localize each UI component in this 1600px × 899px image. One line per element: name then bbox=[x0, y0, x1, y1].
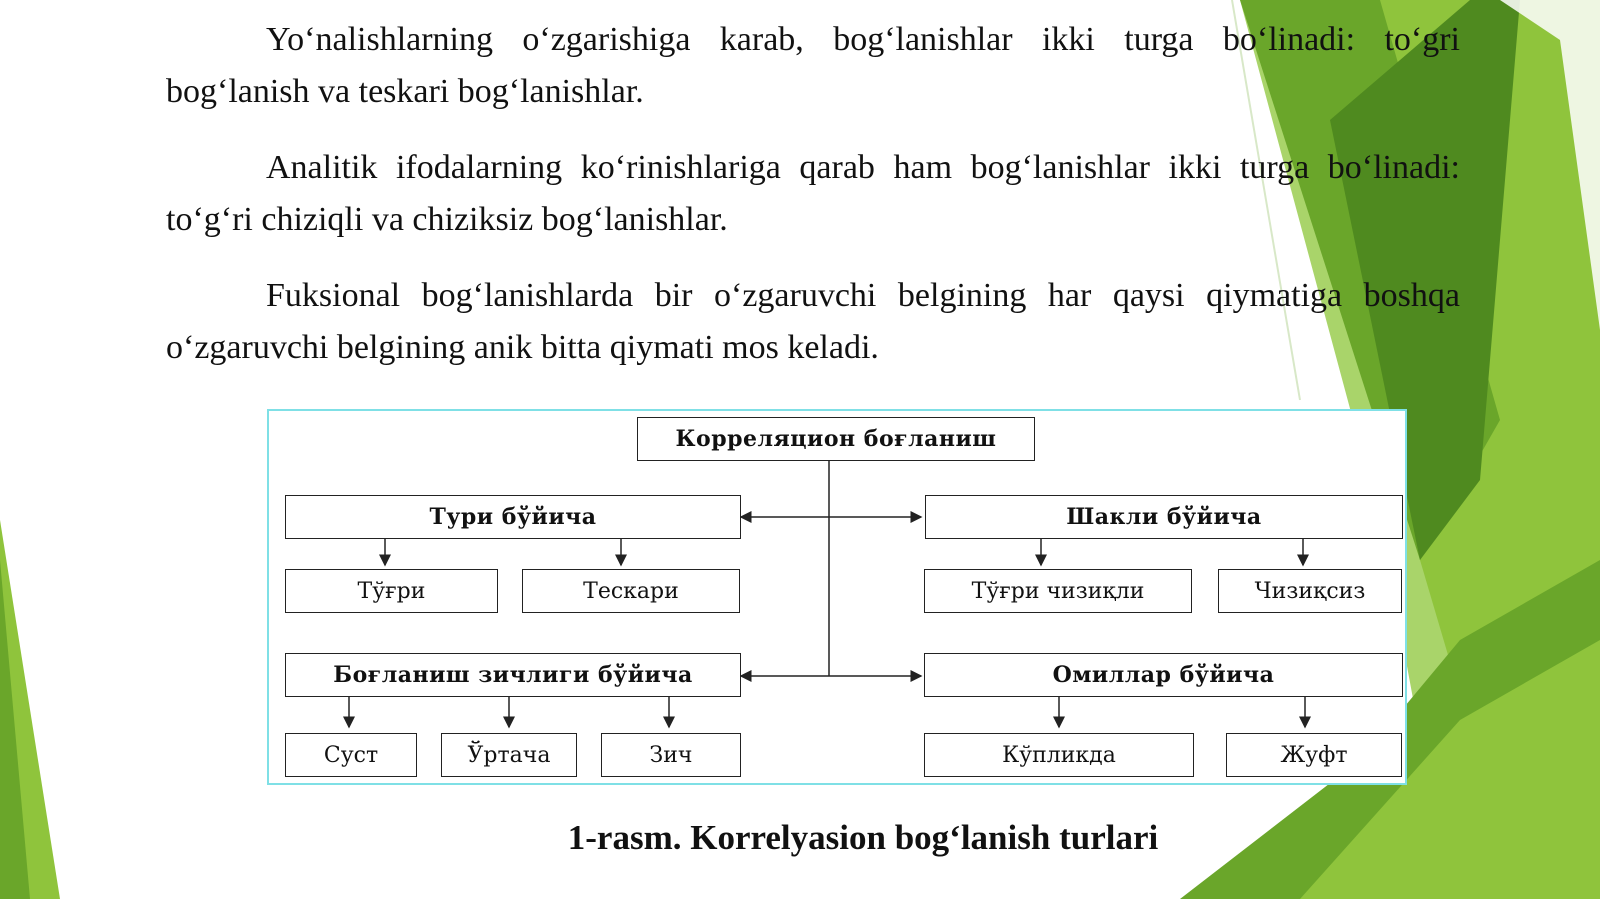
density-weak-box: Суст bbox=[285, 733, 417, 777]
correlation-diagram bbox=[267, 409, 1407, 785]
factors-pair-box: Жуфт bbox=[1226, 733, 1402, 777]
root-box: Корреляцион боғланиш bbox=[637, 417, 1035, 461]
by-form-box: Шакли бўйича bbox=[925, 495, 1403, 539]
paragraph-2: Analitik ifodalarning ko‘rinishlariga qarab ham bog‘lanishlar ikki turga bo‘linadi: to‘g‘ri chiziqli va chiziksiz bog‘lanishlar. bbox=[166, 149, 1460, 238]
form-nonlinear-box: Чизиқсиз bbox=[1218, 569, 1402, 613]
factors-multiple-box: Кўпликда bbox=[924, 733, 1194, 777]
by-density-box: Боғланиш зичлиги бўйича bbox=[285, 653, 741, 697]
slide-body bbox=[166, 14, 1460, 398]
density-medium-box: Ўртача bbox=[441, 733, 577, 777]
form-linear-box: Тўғри чизиқли bbox=[924, 569, 1192, 613]
density-strong-box: Зич bbox=[601, 733, 741, 777]
paragraph-3: Fuksional bog‘lanishlarda bir o‘zgaruvchi belgining har qaysi qiymatiga boshqa o‘zgaruvchi belgining anik bitta qiymati mos keladi. bbox=[166, 277, 1460, 366]
by-factors-box: Омиллар бўйича bbox=[924, 653, 1403, 697]
paragraph-1: Yo‘nalishlarning o‘zgarishiga karab, bog‘lanishlar ikki turga bo‘linadi: to‘gri bog‘lanish va teskari bog‘lanishlar. bbox=[166, 21, 1460, 110]
type-inverse-box: Тескари bbox=[522, 569, 740, 613]
type-direct-box: Тўғри bbox=[285, 569, 498, 613]
by-type-box: Тури бўйича bbox=[285, 495, 741, 539]
figure-caption: 1-rasm. Korrelyasion bog‘lanish turlari bbox=[567, 818, 1159, 857]
